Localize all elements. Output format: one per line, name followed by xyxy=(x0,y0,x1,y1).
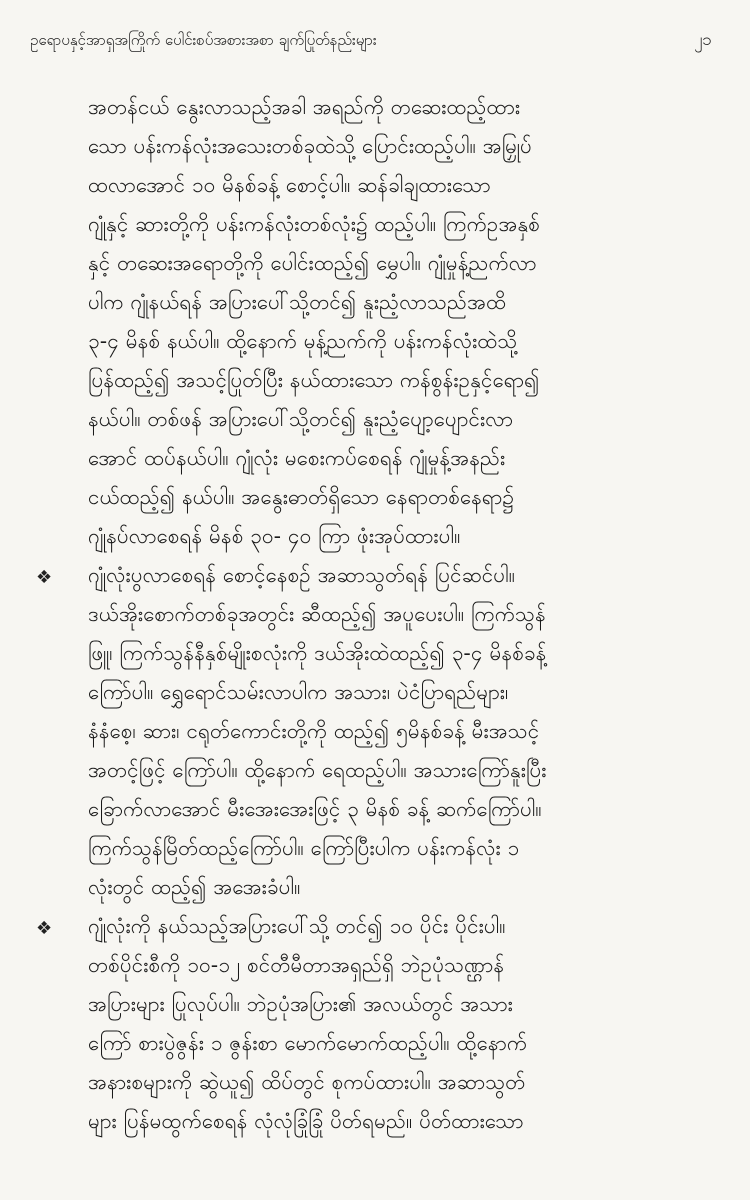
text-line: နှင့် တဆေးအရောတို့ကို ပေါင်းထည့်၍ မွှေပါ။ ဂျုံမှုန့်ညက်လာ xyxy=(88,251,537,275)
text-line: အတင့်ဖြင့် ကြော်ပါ။ ထို့နောက် ရေထည့်ပါ။ အသားကြော်နူးပြီး xyxy=(88,758,547,782)
text-line: ငယ်ထည့်၍ နယ်ပါ။ အနွေးဓာတ်ရှိသော နေရာတစ်နေရာ၌ xyxy=(88,485,514,509)
text-line: များ ပြန်မထွက်စေရန် လုံလုံခြုံခြုံ ပိတ်ရမည်။ ပိတ်ထားသော xyxy=(88,1109,524,1133)
text-line: ဂျုံနပ်လာစေရန် မိနစ် ၃၀- ၄၀ ကြာ ဖုံးအုပ်ထားပါ။ xyxy=(88,524,461,548)
text-line: ဂျုံလုံးကို နယ်သည့်အပြားပေါ်သို့ တင်၍ ၁၀ ပိုင်း ပိုင်းပါ။ xyxy=(88,914,506,938)
text-line: အနားစများကို ဆွဲယူ၍ ထိပ်တွင် စုကပ်ထားပါ။ အဆာသွတ် xyxy=(88,1070,526,1094)
text-line: အပြားများ ပြုလုပ်ပါ။ ဘဲဥပုံအပြား၏ အလယ်တွင် အသား xyxy=(88,992,513,1016)
text-line: ကြော်ပါ။ ရွှေရောင်သမ်းလာပါက အသား၊ ပဲငံပြာရည်များ၊ xyxy=(88,680,509,704)
bullet-icon: ❖ xyxy=(36,567,53,588)
text-line: ထလာအောင် ၁၀ မိနစ်ခန့် စောင့်ပါ။ ဆန်ခါချထားသော xyxy=(88,173,491,197)
text-line: ဖြူ၊ ကြက်သွန်နီနှစ်မျိုးစလုံးကို ဒယ်အိုးထဲထည့်၍ ၃-၄ မိနစ်ခန့် xyxy=(88,641,547,665)
text-line: နယ်ပါ။ တစ်ဖန် အပြားပေါ်သို့တင်၍ နူးညံ့ပျော့ပျောင်းလာ xyxy=(88,407,514,431)
text-line: ၃-၄ မိနစ် နယ်ပါ။ ထို့နောက် မုန့်ညက်ကို ပန်းကန်လုံးထဲသို့ xyxy=(88,329,518,353)
text-line: တစ်ပိုင်းစီကို ၁၀-၁၂ စင်တီမီတာအရှည်ရှိ ဘဲဥပုံသဏ္ဌာန် xyxy=(88,953,505,977)
header-title: ဥရောပနှင့်အာရှအကြိုက် ပေါင်းစပ်အစားအစာ ချက်ပြုတ်နည်းများ xyxy=(30,31,377,49)
text-line: ပြန်ထည့်၍ အသင့်ပြုတ်ပြီး နယ်ထားသော ကန်စွန်းဥနှင့်ရော၍ xyxy=(88,368,540,392)
text-line: အတန်ငယ် နွေးလာသည့်အခါ အရည်ကို တဆေးထည့်ထား xyxy=(88,95,521,119)
text-line: ဂျုံလုံးပွလာစေရန် စောင့်နေစဉ် အဆာသွတ်ရန် ပြင်ဆင်ပါ။ xyxy=(88,563,516,587)
text-line: ပါက ဂျုံနယ်ရန် အပြားပေါ်သို့တင်၍ နူးညံ့လာသည်အထိ xyxy=(88,290,507,314)
page-number: ၂၁ xyxy=(694,30,712,50)
text-line: လုံးတွင် ထည့်၍ အအေးခံပါ။ xyxy=(88,875,301,899)
text-line: အောင် ထပ်နယ်ပါ။ ဂျုံလုံး မစေးကပ်စေရန် ဂျုံမှုန့်အနည်း xyxy=(88,446,506,470)
text-line: ကြော် စားပွဲဇွန်း ၁ ဇွန်းစာ မောက်မောက်ထည့်ပါ။ ထို့နောက် xyxy=(88,1031,528,1055)
text-line: ကြက်သွန်မြိတ်ထည့်ကြော်ပါ။ ကြော်ပြီးပါက ပန်းကန်လုံး ၁ xyxy=(88,836,520,860)
running-header xyxy=(30,22,720,58)
text-line: ဂျုံနှင့် ဆားတို့ကို ပန်းကန်လုံးတစ်လုံး၌ ထည့်ပါ။ ကြက်ဥအနှစ် xyxy=(88,212,541,236)
bullet-icon: ❖ xyxy=(36,918,53,939)
text-line: နံနံစေ့၊ ဆား၊ ငရုတ်ကောင်းတို့ကို ထည့်၍ ၅မိနစ်ခန့် မီးအသင့် xyxy=(88,719,540,743)
text-line: သော ပန်းကန်လုံးအသေးတစ်ခုထဲသို့ ပြောင်းထည့်ပါ။ အမြှုပ် xyxy=(88,134,532,158)
text-line: ဒယ်အိုးစောက်တစ်ခုအတွင်း ဆီထည့်၍ အပူပေးပါ။ ကြက်သွန် xyxy=(88,602,546,626)
text-line: ခြောက်လာအောင် မီးအေးအေးဖြင့် ၃ မိနစ် ခန့် ဆက်ကြော်ပါ။ xyxy=(88,797,542,821)
